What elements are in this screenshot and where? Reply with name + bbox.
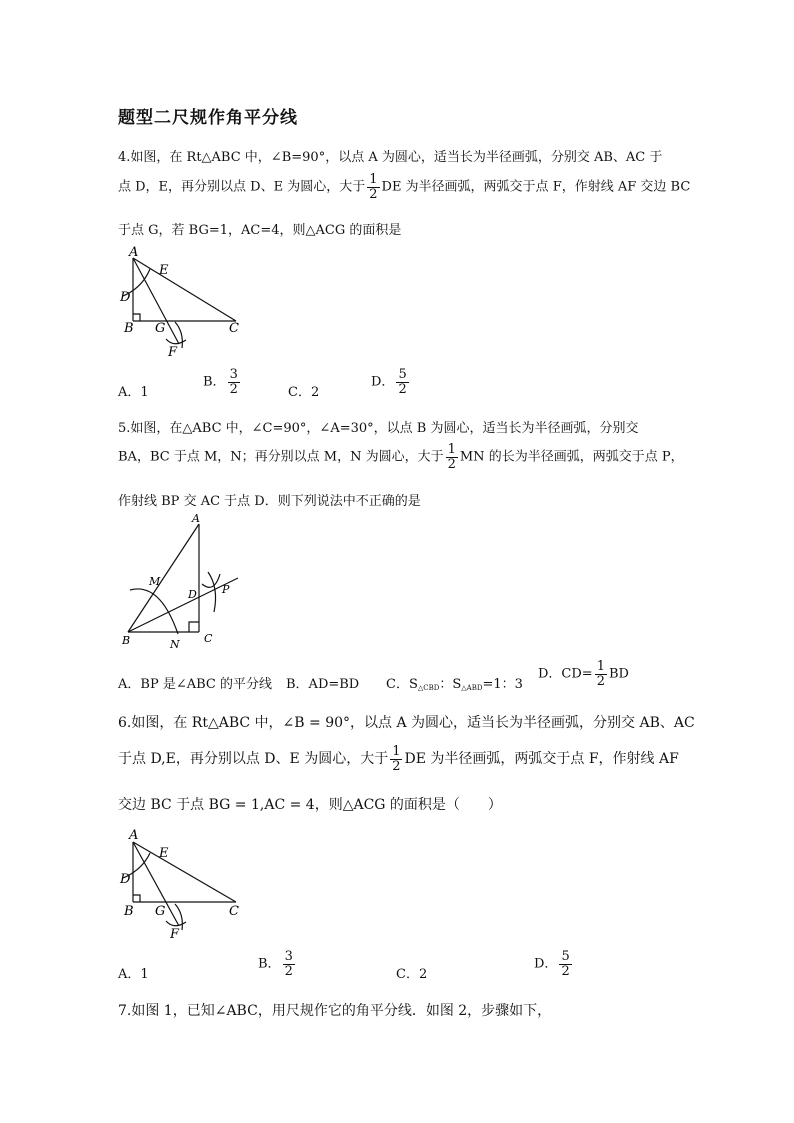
label-f: F bbox=[168, 345, 178, 360]
label-e: E bbox=[159, 263, 169, 278]
option-label: D． bbox=[371, 374, 395, 390]
q6-line2-pre: 于点 D,E，再分别以点 D、E 为圆心，大于 bbox=[118, 751, 389, 768]
side-ab bbox=[128, 524, 199, 632]
frac-num: 5 bbox=[561, 949, 570, 964]
q4-line2-pre: 点 D，E，再分别以点 D、E 为圆心，大于 bbox=[118, 179, 366, 195]
subscript: △ABD bbox=[461, 684, 483, 692]
q6-line3: 交边 BC 于点 BG = 1,AC = 4，则△ACG 的面积是（ ） bbox=[118, 797, 502, 813]
option-text: BD bbox=[608, 666, 629, 682]
label-a: A bbox=[192, 512, 200, 525]
q6-line2-post: DE 为半径画弧，两弧交于点 F，作射线 AF bbox=[404, 751, 679, 768]
label-g: G bbox=[155, 904, 166, 919]
frac-num: 5 bbox=[398, 367, 407, 382]
q7-line1: 7.如图 1，已知∠ABC，用尺规作它的角平分线．如图 2，步骤如下， bbox=[118, 1003, 552, 1019]
q6-line2 bbox=[118, 745, 679, 773]
label-m: M bbox=[149, 575, 161, 588]
q5-option-a[interactable]: A．BP 是∠ABC 的平分线 bbox=[118, 677, 272, 692]
label-d: D bbox=[188, 588, 197, 601]
q5-line3: 作射线 BP 交 AC 于点 D．则下列说法中不正确的是 bbox=[118, 494, 421, 509]
q4-option-b[interactable] bbox=[203, 368, 242, 396]
q4-line2 bbox=[118, 173, 690, 201]
q4-option-d[interactable] bbox=[371, 368, 411, 396]
frac-num: 1 bbox=[596, 659, 605, 674]
label-d: D bbox=[120, 872, 131, 887]
right-angle-mark bbox=[133, 895, 140, 902]
right-angle-mark bbox=[189, 622, 199, 632]
q5-line1: 5.如图，在△ABC 中，∠C=90°，∠A=30°，以点 B 为圆心，适当长为半径画弧，分别交 bbox=[118, 421, 639, 436]
q6-option-c[interactable]: C．2 bbox=[396, 967, 428, 982]
label-n: N bbox=[170, 638, 180, 651]
fraction-half bbox=[390, 745, 402, 773]
side-ac bbox=[133, 842, 236, 902]
frac-den: 2 bbox=[392, 758, 401, 774]
label-e: E bbox=[159, 846, 169, 861]
option-text: D．CD= bbox=[538, 666, 593, 682]
q6-line1: 6.如图，在 Rt△ABC 中，∠B = 90°，以点 A 为圆心，适当长为半径画弧，分别交 AB、AC bbox=[118, 715, 695, 731]
right-angle-mark bbox=[133, 314, 140, 321]
q6-option-a[interactable]: A．1 bbox=[118, 967, 149, 982]
frac-num: 3 bbox=[284, 949, 293, 964]
subscript: △CBD bbox=[417, 684, 440, 692]
fraction-half bbox=[446, 443, 458, 471]
q5-line2 bbox=[118, 443, 684, 471]
frac-den: 2 bbox=[398, 381, 407, 397]
label-a: A bbox=[129, 245, 139, 260]
label-p: P bbox=[222, 583, 230, 596]
label-c: C bbox=[204, 632, 213, 645]
label-c: C bbox=[229, 321, 239, 336]
option-text: ：S bbox=[439, 677, 462, 692]
q4-figure bbox=[112, 244, 252, 362]
q6-option-b[interactable] bbox=[258, 950, 297, 978]
option-text: C．S bbox=[386, 677, 418, 692]
label-g: G bbox=[155, 321, 166, 336]
q4-line3: 于点 G，若 BG=1，AC=4，则△ACG 的面积是 bbox=[118, 223, 402, 238]
q4-line1: 4.如图，在 Rt△ABC 中，∠B=90°，以点 A 为圆心，适当长为半径画弧，分别交 AB、AC 于 bbox=[118, 150, 663, 165]
option-label: B． bbox=[258, 956, 281, 972]
frac-num: 1 bbox=[392, 744, 401, 759]
option-text: =1：3 bbox=[482, 677, 523, 692]
q4-option-a[interactable]: A．1 bbox=[118, 385, 149, 400]
frac-num: 3 bbox=[229, 367, 238, 382]
q5-line2-post: MN 的长为半径画弧，两弧交于点 P， bbox=[459, 449, 684, 465]
q5-option-b[interactable]: B．AD=BD bbox=[286, 677, 360, 692]
fraction-half bbox=[367, 173, 379, 201]
q5-option-d[interactable] bbox=[538, 660, 629, 688]
q5-figure bbox=[116, 512, 246, 654]
arc-f1 bbox=[166, 339, 186, 344]
label-b: B bbox=[124, 904, 134, 919]
option-label: D． bbox=[534, 956, 558, 972]
frac-den: 2 bbox=[447, 456, 456, 472]
frac-den: 2 bbox=[561, 963, 570, 979]
label-b: B bbox=[124, 321, 134, 336]
q6-options bbox=[118, 950, 718, 990]
label-b: B bbox=[122, 634, 131, 647]
q5-options bbox=[118, 659, 738, 699]
label-a: A bbox=[129, 828, 139, 843]
q6-figure bbox=[112, 826, 252, 944]
section-title: 题型二尺规作角平分线 bbox=[118, 108, 298, 128]
q4-option-c[interactable]: C．2 bbox=[288, 385, 320, 400]
q5-line2-pre: BA，BC 于点 M，N；再分别以点 M，N 为圆心，大于 bbox=[118, 449, 444, 465]
frac-num: 1 bbox=[447, 442, 456, 457]
q6-option-d[interactable] bbox=[534, 950, 574, 978]
frac-den: 2 bbox=[369, 186, 378, 202]
side-ac bbox=[133, 258, 236, 321]
q4-line2-post: DE 为半径画弧，两弧交于点 F，作射线 AF 交边 BC bbox=[381, 179, 691, 195]
option-label: B． bbox=[203, 374, 226, 390]
label-f: F bbox=[170, 927, 180, 942]
label-c: C bbox=[229, 904, 239, 919]
frac-den: 2 bbox=[596, 673, 605, 689]
frac-den: 2 bbox=[229, 381, 238, 397]
label-d: D bbox=[120, 290, 131, 305]
frac-den: 2 bbox=[284, 963, 293, 979]
q5-option-c[interactable] bbox=[386, 673, 523, 692]
frac-num: 1 bbox=[369, 172, 378, 187]
